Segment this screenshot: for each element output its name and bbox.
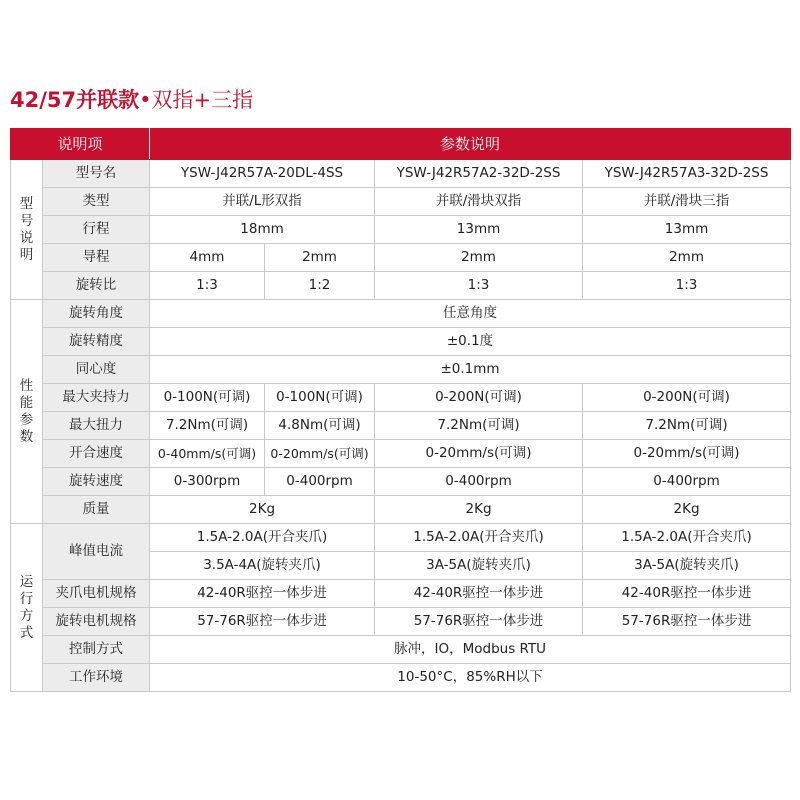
- cell-value: 7.2Nm(可调): [375, 412, 583, 440]
- row-label: 旋转角度: [43, 300, 150, 328]
- title-model-series: 42/57并联款: [10, 88, 140, 112]
- cell-value: 0-300rpm: [150, 468, 265, 496]
- cell-value: 7.2Nm(可调): [583, 412, 791, 440]
- cell-value: 并联/滑块三指: [583, 188, 791, 216]
- cell-value: 13mm: [583, 216, 791, 244]
- row-label: 旋转精度: [43, 328, 150, 356]
- row-label: 同心度: [43, 356, 150, 384]
- row-label: 型号名: [43, 160, 150, 188]
- row-label: 夹爪电机规格: [43, 580, 150, 608]
- cell-value: 4.8Nm(可调): [265, 412, 375, 440]
- cell-value: ±0.1mm: [150, 356, 791, 384]
- row-label: 控制方式: [43, 636, 150, 664]
- spec-table: [10, 128, 791, 692]
- group-label-performance: 性能参数: [11, 300, 43, 524]
- header-item: 说明项: [11, 129, 150, 160]
- cell-value: 1.5A-2.0A(开合夹爪): [150, 524, 375, 552]
- table-row: [11, 216, 791, 244]
- cell-value: 10-50°C，85%RH以下: [150, 664, 791, 692]
- page-title: [10, 84, 253, 114]
- cell-value: 0-20mm/s(可调): [583, 440, 791, 468]
- cell-value: 57-76R驱控一体步进: [583, 608, 791, 636]
- cell-value: YSW-J42R57A-20DL-4SS: [150, 160, 375, 188]
- cell-value: 2Kg: [150, 496, 375, 524]
- table-row: [11, 440, 791, 468]
- cell-value: 0-400rpm: [583, 468, 791, 496]
- table-row: [11, 496, 791, 524]
- cell-value: 2mm: [375, 244, 583, 272]
- cell-value: 4mm: [150, 244, 265, 272]
- row-label: 最大夹持力: [43, 384, 150, 412]
- table-row: [11, 300, 791, 328]
- cell-value: 0-20mm/s(可调): [375, 440, 583, 468]
- row-label: 开合速度: [43, 440, 150, 468]
- cell-value: 0-100N(可调): [265, 384, 375, 412]
- row-label: 旋转电机规格: [43, 608, 150, 636]
- table-row: [11, 608, 791, 636]
- cell-value: 0-200N(可调): [375, 384, 583, 412]
- row-label: 最大扭力: [43, 412, 150, 440]
- cell-value: 2mm: [583, 244, 791, 272]
- cell-value: YSW-J42R57A2-32D-2SS: [375, 160, 583, 188]
- cell-value: 42-40R驱控一体步进: [375, 580, 583, 608]
- cell-value: 2Kg: [375, 496, 583, 524]
- cell-value: 脉冲，IO，Modbus RTU: [150, 636, 791, 664]
- cell-value: 并联/滑块双指: [375, 188, 583, 216]
- cell-value: 0-20mm/s(可调): [265, 440, 375, 468]
- table-row: [11, 160, 791, 188]
- table-row: [11, 412, 791, 440]
- cell-value: 42-40R驱控一体步进: [583, 580, 791, 608]
- table-row: [11, 328, 791, 356]
- cell-value: 1:2: [265, 272, 375, 300]
- table-row: [11, 244, 791, 272]
- title-variant: •双指+三指: [139, 88, 254, 112]
- cell-value: 3.5A-4A(旋转夹爪): [150, 552, 375, 580]
- cell-value: 0-100N(可调): [150, 384, 265, 412]
- cell-value: 1:3: [375, 272, 583, 300]
- table-row: [11, 356, 791, 384]
- cell-value: 1:3: [150, 272, 265, 300]
- cell-value: 1.5A-2.0A(开合夹爪): [375, 524, 583, 552]
- group-label-operation: 运行方式: [11, 524, 43, 692]
- cell-value: 并联/L形双指: [150, 188, 375, 216]
- row-label: 峰值电流: [43, 524, 150, 580]
- cell-value: ±0.1度: [150, 328, 791, 356]
- cell-value: 1:3: [583, 272, 791, 300]
- cell-value: 1.5A-2.0A(开合夹爪): [583, 524, 791, 552]
- row-label: 类型: [43, 188, 150, 216]
- cell-value: YSW-J42R57A3-32D-2SS: [583, 160, 791, 188]
- table-row: [11, 384, 791, 412]
- cell-value: 42-40R驱控一体步进: [150, 580, 375, 608]
- cell-value: 2Kg: [583, 496, 791, 524]
- cell-value: 3A-5A(旋转夹爪): [375, 552, 583, 580]
- table-row: [11, 524, 791, 552]
- cell-value: 57-76R驱控一体步进: [150, 608, 375, 636]
- cell-value: 2mm: [265, 244, 375, 272]
- row-label: 工作环境: [43, 664, 150, 692]
- cell-value: 13mm: [375, 216, 583, 244]
- row-label: 旋转速度: [43, 468, 150, 496]
- table-row: [11, 188, 791, 216]
- row-label: 导程: [43, 244, 150, 272]
- cell-value: 18mm: [150, 216, 375, 244]
- cell-value: 0-40mm/s(可调): [150, 440, 265, 468]
- table-row: [11, 580, 791, 608]
- table-row: [11, 636, 791, 664]
- table-row: [11, 664, 791, 692]
- table-header-row: [11, 129, 791, 160]
- header-params: 参数说明: [150, 129, 791, 160]
- cell-value: 7.2Nm(可调): [150, 412, 265, 440]
- table-row: [11, 468, 791, 496]
- row-label: 旋转比: [43, 272, 150, 300]
- row-label: 行程: [43, 216, 150, 244]
- cell-value: 0-400rpm: [265, 468, 375, 496]
- row-label: 质量: [43, 496, 150, 524]
- table-row: [11, 272, 791, 300]
- group-label-model: 型号说明: [11, 160, 43, 300]
- cell-value: 0-200N(可调): [583, 384, 791, 412]
- cell-value: 0-400rpm: [375, 468, 583, 496]
- cell-value: 3A-5A(旋转夹爪): [583, 552, 791, 580]
- cell-value: 57-76R驱控一体步进: [375, 608, 583, 636]
- cell-value: 任意角度: [150, 300, 791, 328]
